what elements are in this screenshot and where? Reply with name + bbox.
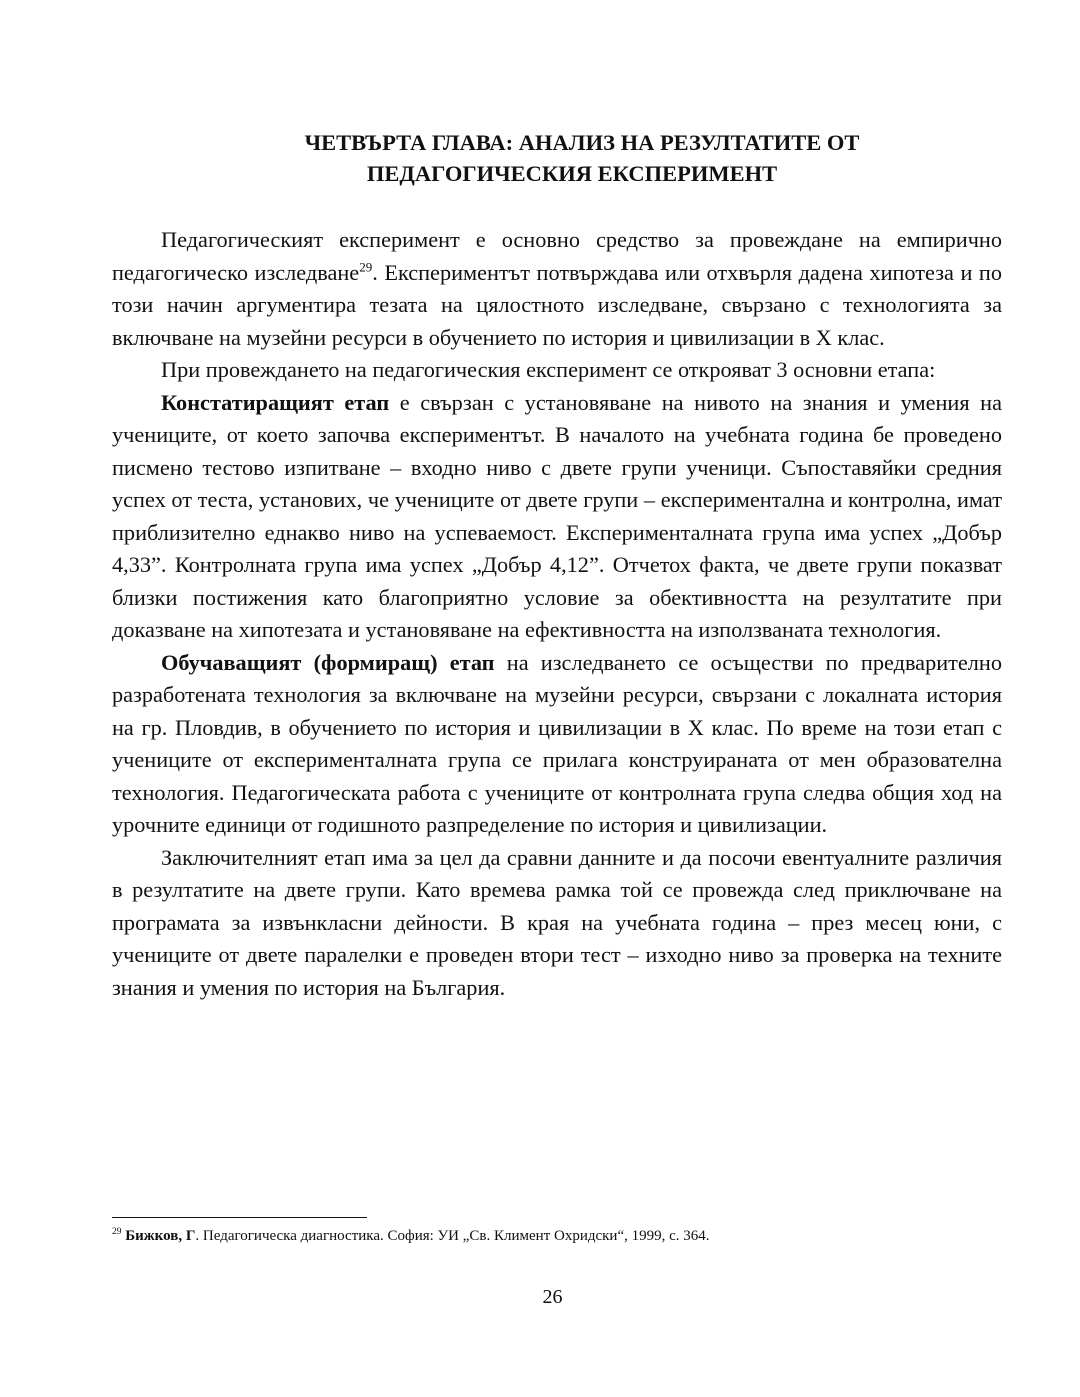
ascertaining-stage-text: е свързан с установяване на нивото на знания и умения на учениците, от което започва експериментът. В началото на учебната година бе проведено писмено тестово изпитване – входно ниво с двете групи ученици. Съпоставяйки средния успех от теста, установих, че учениците от двете групи – експериментална и контролна, имат приблизително еднакво ниво на успеваемост. Експерименталната група има успех „Добър 4,33”. Контролната група има успех „Добър 4,12”. Отчетох факта, че двете групи показват близки постижения като благоприятно условие за обективността на резултатите при доказване на хипотезата и установяване на ефективността на използваната технология. xyxy=(112,389,1002,642)
footnote xyxy=(112,1225,1002,1247)
footnote-author: Бижков, Г xyxy=(125,1228,196,1244)
footnote-reference: 29 xyxy=(359,259,373,275)
chapter-title xyxy=(112,127,1052,189)
paragraph-intro xyxy=(112,224,1002,354)
training-stage-term: Обучаващият (формиращ) етап xyxy=(161,649,495,675)
footnote-text: . Педагогическа диагностика. София: УИ „Св. Климент Охридски“, 1999, с. 364. xyxy=(195,1228,710,1244)
paragraph-ascertaining-stage xyxy=(112,387,1002,647)
body-text xyxy=(112,224,1002,1004)
footnote-divider xyxy=(112,1217,367,1218)
paragraph-intro-text-b: . Експериментът потвърждава или отхвърля дадена хипотеза и по този начин аргументира тезата на цялостното изследване, свързано с технологията за включване на музейни ресурси в обучението по история и цивилизации в X клас. xyxy=(112,259,1002,350)
paragraph-final-stage: Заключителният етап има за цел да сравни данните и да посочи евентуалните различия в резултатите на двете групи. Като времева рамка той се провежда след приключване на програмата за извънкласни дейности. В края на учебната година – през месец юни, с учениците от двете паралелки е проведен втори тест – изходно ниво за проверка на техните знания и умения по история на България. xyxy=(112,844,1002,1000)
footnote-number: 29 xyxy=(112,1227,122,1237)
ascertaining-stage-term: Констатиращият етап xyxy=(161,389,390,415)
chapter-title-line-2: ПЕДАГОГИЧЕСКИЯ ЕКСПЕРИМЕНТ xyxy=(366,161,778,186)
chapter-title-line-1: ЧЕТВЪРТА ГЛАВА: АНАЛИЗ НА РЕЗУЛТАТИТЕ ОТ xyxy=(304,130,860,155)
paragraph-training-stage xyxy=(112,647,1002,842)
paragraph-stages: При провеждането на педагогическия експеримент се открояват 3 основни етапа: xyxy=(161,357,936,382)
paragraph-intro-text-a: Педагогическият експеримент е основно средство за провеждане на емпирично педагогическо изследване xyxy=(112,227,1002,285)
training-stage-text: на изследването се осъществи по предварително разработената технология за включване на музейни ресурси, свързани с локалната история на гр. Пловдив, в обучението по история и цивилизации в X клас. По време на този етап с учениците от експерименталната група се прилага конструираната от мен образователна технология. Педагогическата работа с учениците от контролната група следва общия ход на урочните единици от годишното разпределение по история и цивилизации. xyxy=(112,649,1003,837)
page-number: 26 xyxy=(542,1286,563,1308)
